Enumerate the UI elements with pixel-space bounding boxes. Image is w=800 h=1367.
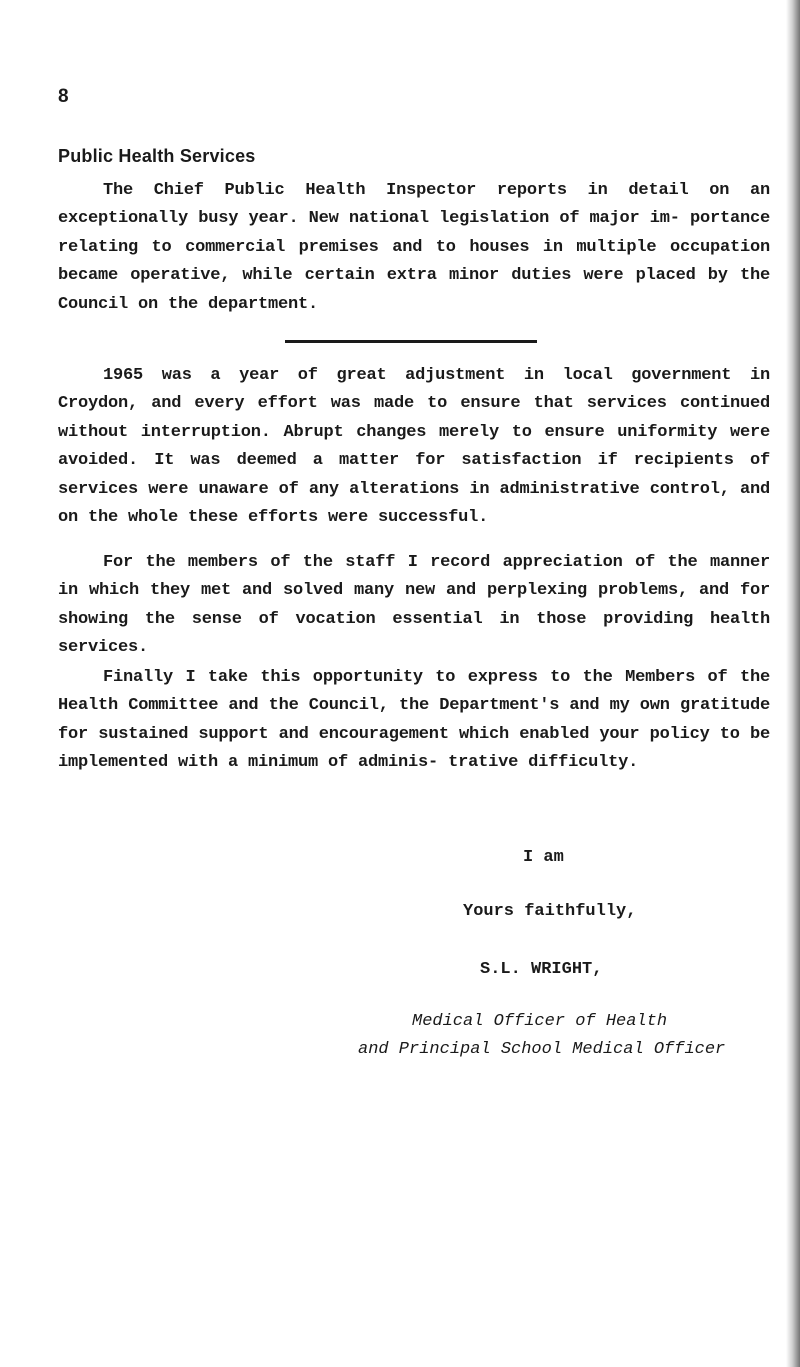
signatory-title-line-1: Medical Officer of Health — [412, 1012, 668, 1031]
paragraph-committee-thanks: Finally I take this opportunity to express to the Members of the Health Committee and the Council, the Department's and my own gratitude for sustained support and encouragement which enabled your policy to be implemented with a minimum of adminis- trative difficulty. — [58, 668, 770, 773]
paragraph-staff-appreciation: For the members of the staff I record appreciation of the manner in which they met and solved many new and perplexing problems, and for showing the sense of vocation essential in those providing health services. — [58, 553, 770, 658]
closing-yours-faithfully: Yours faithfully, — [463, 902, 637, 921]
section-heading: Public Health Services — [58, 146, 256, 166]
page-edge-shadow — [786, 0, 800, 1367]
signature-name: S.L. WRIGHT, — [480, 960, 603, 979]
closing-i-am: I am — [523, 848, 564, 867]
paragraph-adjustment-year: 1965 was a year of great adjustment in local government in Croydon, and every effort was made to ensure that services continued without interruption. Abrupt changes merely to ensure uniformity were avoided. It was deemed a matter for satisfaction if recipients of services were unaware of any alterations in administrative control, and on the whole these efforts were successful. — [58, 366, 770, 528]
signatory-title-line-2: and Principal School Medical Officer — [358, 1040, 726, 1059]
section-divider — [285, 340, 537, 343]
page-number: 8 — [58, 86, 69, 107]
paragraph-inspector-report: The Chief Public Health Inspector reports in detail on an exceptionally busy year. New national legislation of major im- portance relating to commercial premises and to houses in multiple occupation became operative, while certain extra minor duties were placed by the Council on the department. — [58, 181, 770, 314]
